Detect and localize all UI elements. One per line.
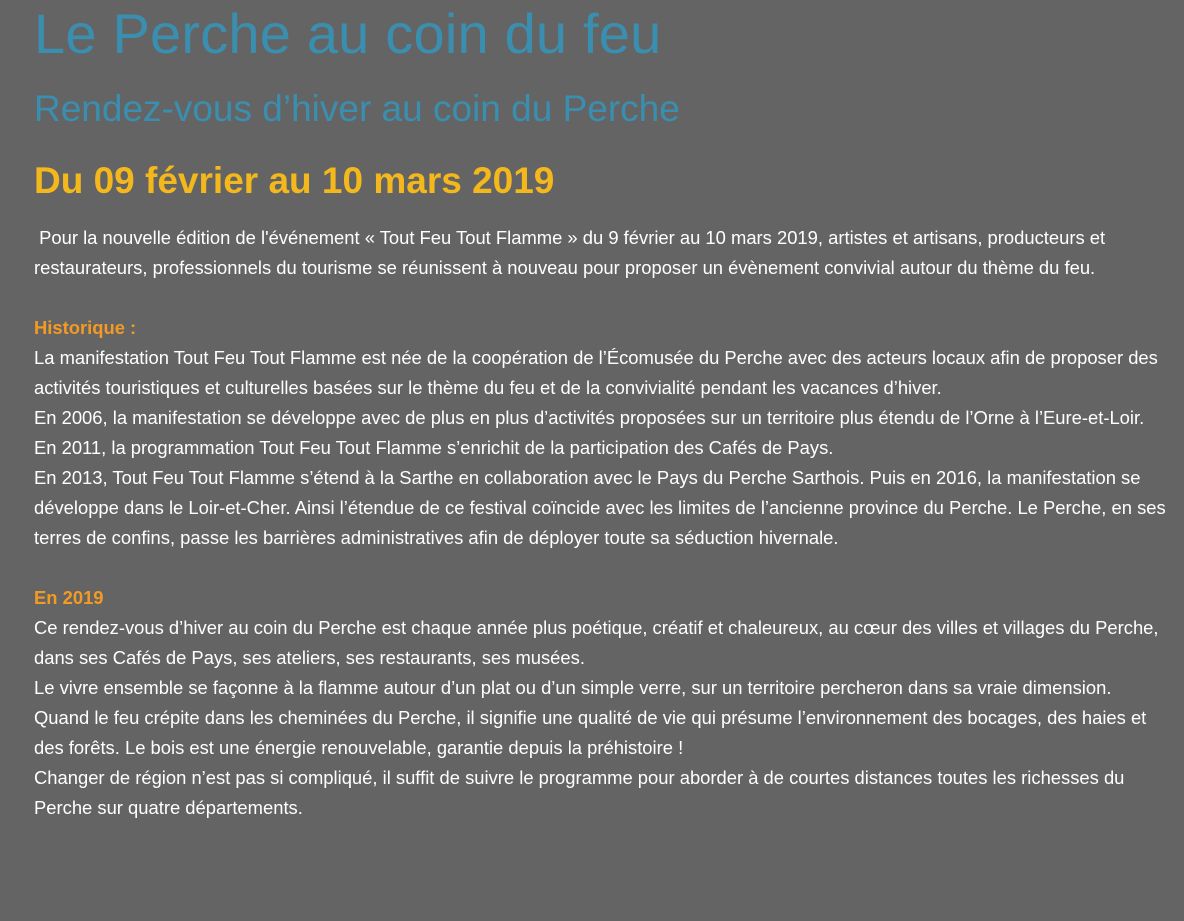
- en2019-heading: En 2019: [34, 587, 104, 608]
- historique-heading: Historique :: [34, 317, 137, 338]
- event-dates: Du 09 février au 10 mars 2019: [34, 160, 555, 201]
- page-title: Le Perche au coin du feu: [34, 2, 662, 65]
- historique-line: En 2011, la programmation Tout Feu Tout Flamme s’enrichit de la participation des Cafés de Pays.: [34, 437, 834, 458]
- en2019-line: Quand le feu crépite dans les cheminées du Perche, il signifie une qualité de vie qui présume l’environnement des bocages, des haies et des forêts. Le bois est une énergie renouvelable, garantie depuis la préhistoire !: [34, 707, 1147, 758]
- intro-paragraph: Pour la nouvelle édition de l'événement « Tout Feu Tout Flamme » du 9 février au 10 mars 2019, artistes et artisans, producteurs et restaurateurs, professionnels du tourisme se réunissent à nouveau pour proposer un évènement convivial autour du thème du feu.: [34, 227, 1111, 278]
- historique-line: En 2013, Tout Feu Tout Flamme s’étend à la Sarthe en collaboration avec le Pays du Perche Sarthois. Puis en 2016, la manifestation se développe dans le Loir-et-Cher. Ainsi l’étendue de ce festival coïncide avec les limites de l’ancienne province du Perche. Le Perche, en ses terres de confins, passe les barrières administratives afin de déployer toute sa séduction hivernale.: [34, 467, 1166, 548]
- en2019-line: Changer de région n’est pas si compliqué, il suffit de suivre le programme pour aborder à de courtes distances toutes les richesses du Perche sur quatre départements.: [34, 767, 1125, 818]
- en2019-line: Le vivre ensemble se façonne à la flamme autour d’un plat ou d’un simple verre, sur un territoire percheron dans sa vraie dimension.: [34, 677, 1112, 698]
- paragraph-spacer: [34, 283, 1174, 313]
- page-subtitle: Rendez-vous d’hiver au coin du Perche: [34, 88, 680, 129]
- historique-line: En 2006, la manifestation se développe avec de plus en plus d’activités proposées sur un territoire plus étendu de l’Orne à l’Eure-et-Loir.: [34, 407, 1145, 428]
- historique-line: La manifestation Tout Feu Tout Flamme est née de la coopération de l’Écomusée du Perche avec des acteurs locaux afin de proposer des activités touristiques et culturelles basées sur le thème du feu et de la convivialité pendant les vacances d’hiver.: [34, 347, 1158, 398]
- en2019-line: Ce rendez-vous d’hiver au coin du Perche est chaque année plus poétique, créatif et chaleureux, au cœur des villes et villages du Perche, dans ses Cafés de Pays, ses ateliers, ses restaurants, ses musées.: [34, 617, 1159, 668]
- article-body: [34, 223, 1174, 823]
- paragraph-spacer: [34, 553, 1174, 583]
